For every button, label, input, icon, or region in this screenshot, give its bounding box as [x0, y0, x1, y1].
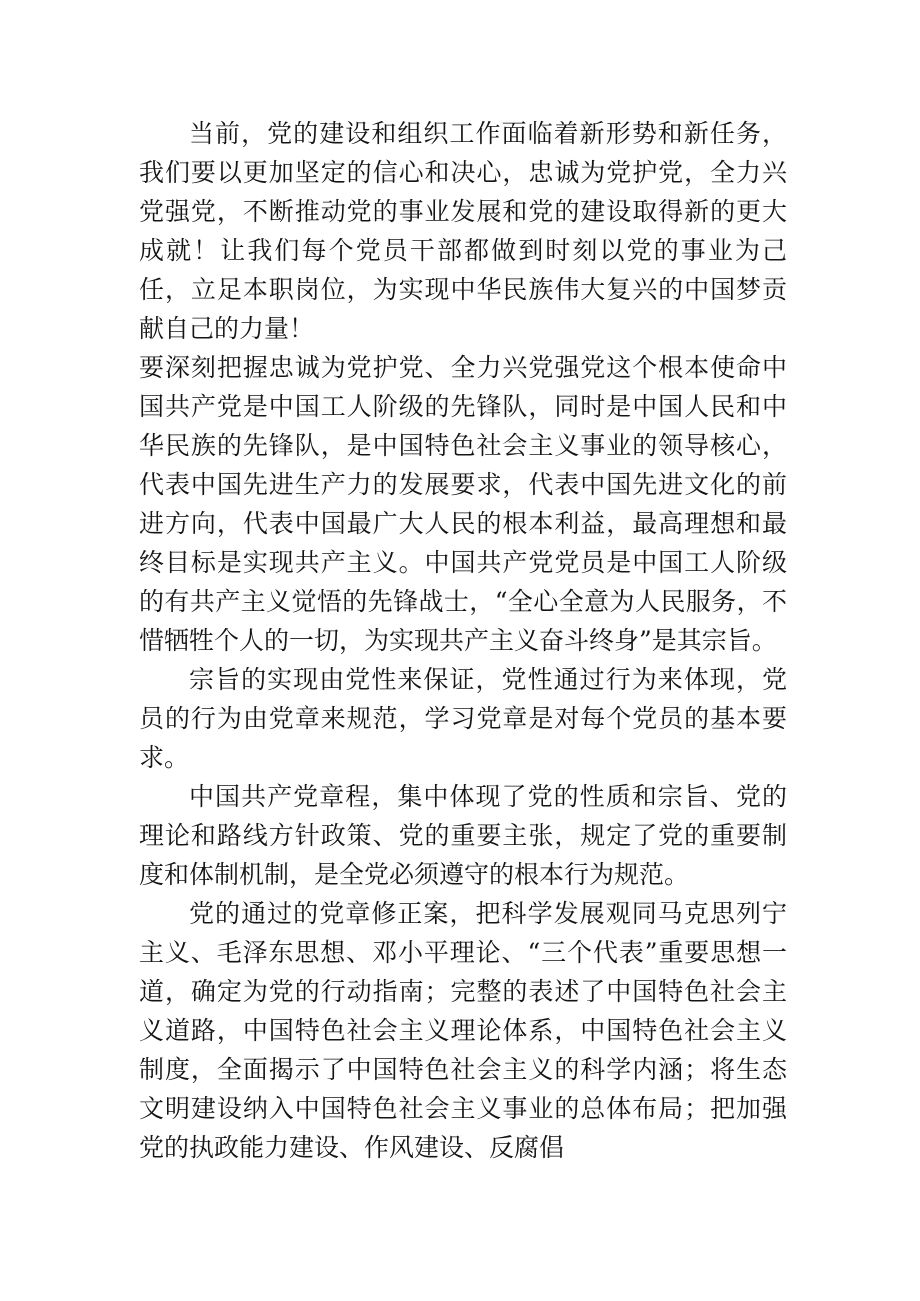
paragraph-1: 当前，党的建设和组织工作面临着新形势和新任务，我们要以更加坚定的信心和决心，忠诚为党护党，全力兴党强党，不断推动党的事业发展和党的建设取得新的更大成就！让我们每个党员干部都做到时刻以党的事业为己任，立足本职岗位，为实现中华民族伟大复兴的中国梦贡献自己的力量！	[139, 119, 787, 343]
paragraph-3: 宗旨的实现由党性来保证，党性通过行为来体现，党员的行为由党章来规范，学习党章是对每个党员的基本要求。	[139, 665, 787, 772]
document-body	[139, 114, 787, 1167]
paragraph-2: 要深刻把握忠诚为党护党、全力兴党强党这个根本使命中国共产党是中国工人阶级的先锋队，同时是中国人民和中华民族的先锋队，是中国特色社会主义事业的领导核心，代表中国先进生产力的发展要求，代表中国先进文化的前进方向，代表中国最广大人民的根本利益，最高理想和最终目标是实现共产主义。中国共产党党员是中国工人阶级的有共产主义觉悟的先锋战士，“全心全意为人民服务，不惜牺牲个人的一切，为实现共产主义奋斗终身”是其宗旨。	[139, 353, 787, 655]
paragraph-5: 党的通过的党章修正案，把科学发展观同马克思列宁主义、毛泽东思想、邓小平理论、“三个代表”重要思想一道，确定为党的行动指南；完整的表述了中国特色社会主义道路，中国特色社会主义理论体系，中国特色社会主义制度，全面揭示了中国特色社会主义的科学内涵；将生态文明建设纳入中国特色社会主义事业的总体布局；把加强党的执政能力建设、作风建设、反腐倡	[139, 899, 787, 1162]
paragraph-4: 中国共产党章程，集中体现了党的性质和宗旨、党的理论和路线方针政策、党的重要主张，规定了党的重要制度和体制机制，是全党必须遵守的根本行为规范。	[139, 782, 787, 889]
